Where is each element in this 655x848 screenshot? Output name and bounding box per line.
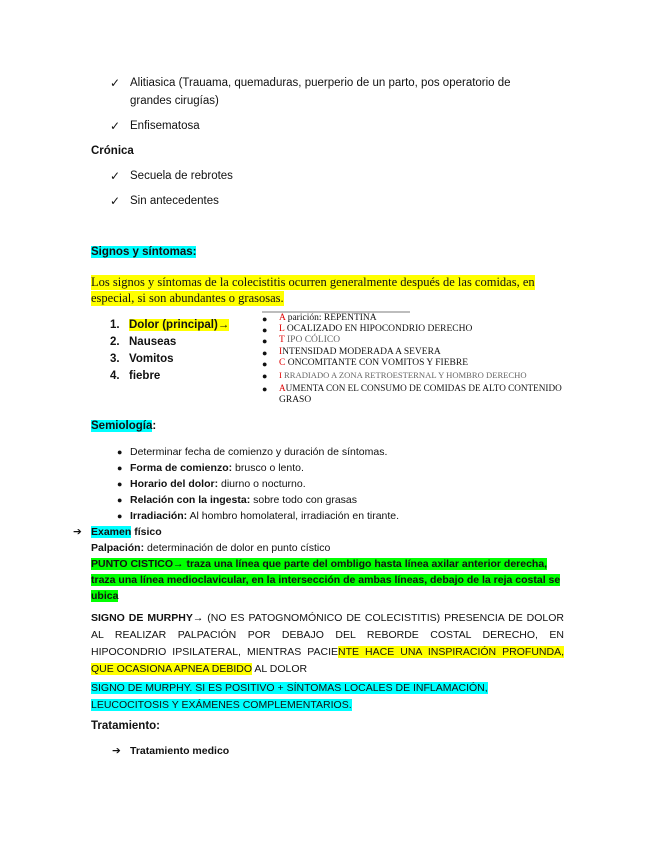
bullet-icon: ●	[262, 314, 268, 324]
bullet-icon: ●	[262, 348, 268, 358]
punto-cistico-paragraph: PUNTO CISTICO→ traza una línea que parte del ombligo hasta línea axilar anterior derecha, traza una línea medioclavicular, en la intersección de ambas líneas, debajo de la reja costal se ubica	[91, 558, 561, 602]
examen-label: Examen físico	[91, 526, 162, 538]
semiologia-item-3: Horario del dolor: diurno o nocturno.	[130, 478, 306, 490]
mnemonic-item-5: C ONCOMITANTE CON VOMITOS Y FIEBRE	[279, 358, 468, 368]
semiologia-item-1: Determinar fecha de comienzo y duración de síntomas.	[130, 446, 388, 458]
bullet-icon: ●	[117, 479, 123, 489]
murphy-paragraph-1: SIGNO DE MURPHY→ (NO ES PATOGNOMÓNICO DE COLECISTITIS) PRESENCIA DE DOLOR AL REALIZAR PALPACIÓN POR DEBAJO DEL REBORDE COSTAL DERECHO, EN HIPOCONDRIO IPSILATERAL, MIENTRAS PACIENTE HACE UNA INSPIRACIÓN PROFUNDA, QUE OCASIONA APNEA DEBIDO AL DOLOR	[91, 612, 565, 675]
arrow-right-icon: ➔	[73, 526, 82, 538]
aguda-item-2: Enfisematosa	[130, 120, 200, 132]
murphy-paragraph-2: SIGNO DE MURPHY. SI ES POSITIVO + SÍNTOMAS LOCALES DE INFLAMACIÓN, LEUCOCITOSIS Y EXÁMENES COMPLEMENTARIOS.	[91, 682, 488, 711]
semiologia-item-2: Forma de comienzo: brusco o lento.	[130, 462, 304, 474]
mnemonic-item-1: A parición: REPENTINA	[279, 313, 377, 323]
numbered-item-4: fiebre	[129, 370, 161, 382]
check-icon: ✓	[110, 76, 121, 90]
bullet-icon: ●	[262, 384, 268, 394]
bullet-icon: ●	[117, 463, 123, 473]
aguda-item-1-line1: Alitiasica (Trauama, quemaduras, puerperio de un parto, pos operatorio de	[130, 77, 511, 89]
cronica-item-1: Secuela de rebrotes	[130, 170, 233, 182]
tratamiento-item: Tratamiento medico	[130, 745, 230, 757]
mnemonic-item-7: AUMENTA CON EL CONSUMO DE COMIDAS DE ALTO CONTENIDO	[279, 383, 562, 393]
mnemonic-item-3: T IPO CÓLICO	[279, 335, 341, 345]
bullet-icon: ●	[262, 336, 268, 346]
numbered-item-2: Nauseas	[129, 336, 177, 348]
bullet-icon: ●	[262, 371, 268, 381]
check-icon: ✓	[110, 194, 121, 208]
bullet-icon: ●	[262, 325, 268, 335]
numbered-item-2-num: 2.	[110, 336, 120, 348]
cronica-item-2: Sin antecedentes	[130, 195, 219, 207]
bullet-icon: ●	[262, 359, 268, 369]
tratamiento-heading: Tratamiento:	[91, 720, 161, 732]
mnemonic-item-2: L OCALIZADO EN HIPOCONDRIO DERECHO	[279, 324, 473, 334]
mnemonic-item-7-cont: GRASO	[279, 395, 312, 405]
cronica-heading: Crónica	[91, 145, 134, 157]
semiologia-item-4: Relación con la ingesta: sobre todo con grasas	[130, 494, 358, 506]
aguda-item-1-line2: grandes cirugías)	[130, 95, 219, 107]
bullet-icon: ●	[117, 495, 123, 505]
semiologia-item-5: Irradiación: Al hombro homolateral, irradiación en tirante.	[130, 510, 400, 522]
signos-intro-line1: Los signos y síntomas de la colecistitis ocurren generalmente después de las comidas, en	[91, 275, 535, 289]
semiologia-heading: Semiología:	[91, 420, 157, 432]
signos-heading: Signos y síntomas:	[91, 246, 197, 258]
bullet-icon: ●	[117, 511, 123, 521]
check-icon: ✓	[110, 119, 121, 133]
signos-intro-line2: especial, si son abundantes o grasosas.	[91, 291, 284, 305]
numbered-item-4-num: 4.	[110, 370, 120, 382]
numbered-item-3: Vomitos	[129, 353, 174, 365]
mnemonic-item-4: INTENSIDAD MODERADA A SEVERA	[279, 347, 441, 357]
check-icon: ✓	[110, 169, 121, 183]
bullet-icon: ●	[117, 447, 123, 457]
numbered-item-1-num: 1.	[110, 319, 120, 331]
numbered-item-1: Dolor (principal)→	[129, 319, 230, 331]
palpacion-line: Palpación: determinación de dolor en punto cístico	[91, 542, 331, 554]
arrow-right-icon: ➔	[112, 745, 121, 757]
numbered-item-3-num: 3.	[110, 353, 120, 365]
mnemonic-item-6: I RRADIADO A ZONA RETROESTERNAL Y HOMBRO DERECHO	[279, 370, 527, 380]
